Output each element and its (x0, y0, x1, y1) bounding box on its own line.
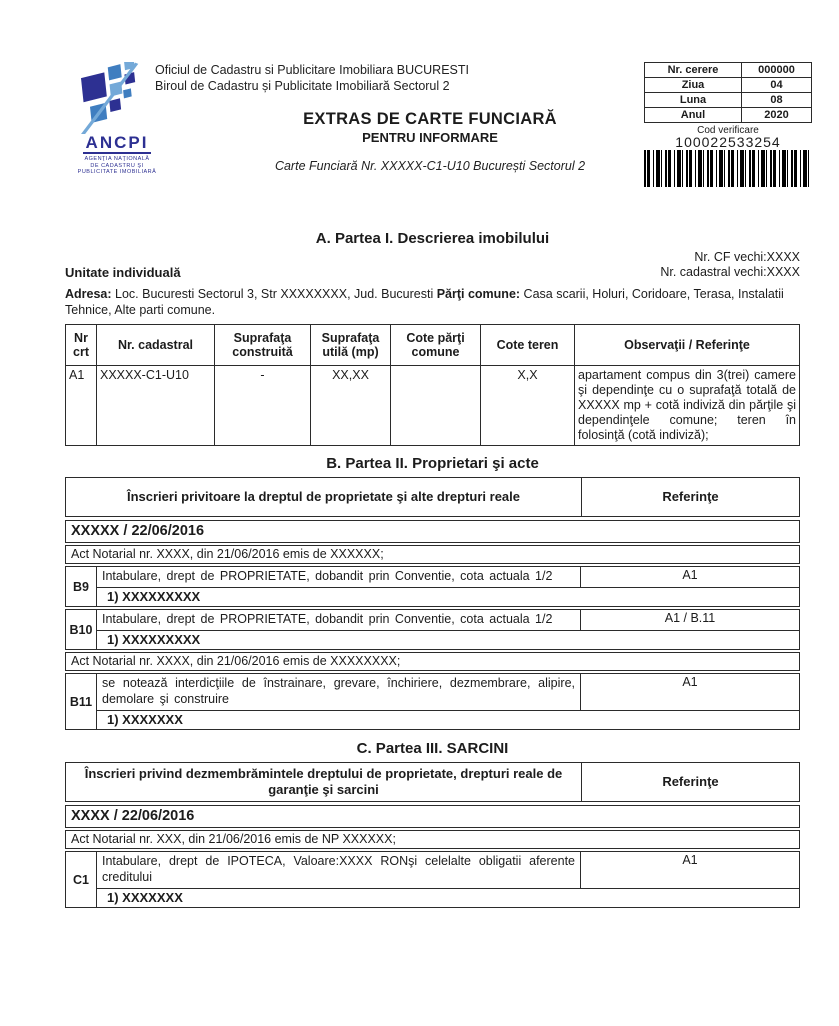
address-value: Loc. Bucuresti Sectorul 3, Str XXXXXXXX, Jud. Bucuresti (111, 287, 437, 301)
document-header (65, 60, 812, 210)
entry-c1 (65, 851, 800, 908)
document-body (65, 230, 800, 908)
docket-row: XXXXX / 22/06/2016 (65, 520, 800, 543)
entry-reference: A1 (682, 568, 698, 582)
nr-cadastral-vechi: Nr. cadastral vechi:XXXX (660, 265, 800, 279)
cell-suprafata-utila: XX,XX (310, 365, 390, 445)
act-row: Act Notarial nr. XXXX, din 21/06/2016 emis de XXXXXXXX; (65, 652, 800, 671)
year-label: Anul (645, 108, 742, 123)
act-row: Act Notarial nr. XXXX, din 21/06/2016 emis de XXXXXX; (65, 545, 800, 564)
col-header-observatii: Observaţii / Referinţe (574, 325, 799, 365)
ancpi-caption-line3: PUBLICITATE IMOBILIARĂ (77, 169, 157, 175)
entry-b10 (65, 609, 800, 650)
entry-label: B9 (66, 567, 97, 606)
entry-owner-note: 1) XXXXXXX (97, 710, 799, 729)
ancpi-flag-icon (74, 62, 160, 134)
entry-reference: A1 (682, 675, 698, 689)
ancpi-logo (67, 62, 167, 176)
unit-type-label: Unitate individuală (65, 265, 181, 280)
day-value: 04 (742, 78, 812, 93)
request-number-value: 000000 (742, 63, 812, 78)
year-value: 2020 (742, 108, 812, 123)
month-value: 08 (742, 93, 812, 108)
unit-row (65, 265, 800, 280)
address-label: Adresa: (65, 287, 112, 301)
col-header-referinte-b: Referinţe (581, 478, 799, 516)
request-info-box (644, 62, 812, 187)
col-header-cote-teren: Cote teren (480, 325, 574, 365)
property-description-table (65, 324, 800, 446)
request-number-label: Nr. cerere (645, 63, 742, 78)
office-line2: Biroul de Cadastru și Publicitate Imobiliară Sectorul 2 (155, 79, 450, 93)
entry-text: se notează interdicţiile de înstrainare, grevare, închiriere, dezmembrare, alipire, demolare şi construire (97, 674, 581, 710)
office-line1: Oficiul de Cadastru si Publicitare Imobiliara BUCURESTI (155, 63, 469, 77)
document-title: EXTRAS DE CARTE FUNCIARĂ (303, 110, 557, 128)
encumbrances-table-header (65, 762, 800, 802)
table-row (645, 63, 812, 78)
common-parts-value: Casa scarii, Holuri, Coridoare, Terasa, Instalatii Tehnice, Alte parti comune. (65, 287, 784, 317)
table-row (645, 93, 812, 108)
entry-b11 (65, 673, 800, 730)
common-parts-label: Părţi comune: (436, 287, 521, 301)
table-row (645, 108, 812, 123)
document-subtitle: PENTRU INFORMARE (362, 130, 498, 145)
entry-owner-note: 1) XXXXXXX (97, 888, 799, 907)
month-label: Luna (645, 93, 742, 108)
cell-nr-crt: A1 (66, 365, 96, 445)
verification-code-label: Cod verificare (697, 125, 759, 136)
act-row: Act Notarial nr. XXX, din 21/06/2016 emis de NP XXXXXX; (65, 830, 800, 849)
ancpi-logo-text: ANCPI (83, 134, 152, 154)
ownership-table (65, 477, 800, 730)
entry-b9 (65, 566, 800, 607)
title-block (155, 110, 705, 173)
cell-observatii: apartament compus din 3(trei) camere şi dependinţe cu o suprafaţă totală de XXXXX mp + cotă indiviză din părţile şi dependinţele comune; teren în folosinţă (cotă indiviză); (574, 365, 799, 445)
col-header-cote-parti: Cote părţi comune (390, 325, 480, 365)
col-header-nr-crt: Nr crt (73, 331, 89, 359)
carte-funciara-reference: Carte Funciară Nr. XXXXX-C1-U10 București Sectorul 2 (274, 159, 586, 173)
office-name-block (155, 62, 469, 94)
encumbrances-table (65, 762, 800, 908)
entry-owner-note: 1) XXXXXXXXX (97, 630, 799, 649)
docket-row: XXXX / 22/06/2016 (65, 805, 800, 828)
section-c-title: C. Partea III. SARCINI (356, 740, 509, 757)
address-paragraph (65, 286, 800, 318)
col-header-suprafata-utila: Suprafaţa utilă (mp) (310, 325, 390, 365)
col-header-nr-cadastral: Nr. cadastral (96, 325, 214, 365)
verification-code-value: 100022533254 (675, 134, 781, 150)
nr-cf-vechi: Nr. CF vechi:XXXX (694, 250, 800, 264)
ancpi-caption-line1: AGENŢIA NAŢIONALĂ (84, 156, 150, 162)
entry-label: B10 (66, 610, 97, 649)
col-header-inscrieri-b: Înscrieri privitoare la dreptul de proprietate şi alte drepturi reale (126, 489, 520, 504)
cell-nr-cadastral: XXXXX-C1-U10 (96, 365, 214, 445)
section-b-title: B. Partea II. Proprietari şi acte (326, 455, 539, 472)
entry-owner-note: 1) XXXXXXXXX (97, 587, 799, 606)
col-header-suprafata-construita: Suprafaţa construită (214, 325, 310, 365)
cell-cote-parti (390, 365, 480, 445)
table-row (645, 78, 812, 93)
request-info-table (644, 62, 812, 123)
entry-text: Intabulare, drept de PROPRIETATE, dobandit prin Conventie, cota actuala 1/2 (97, 610, 581, 630)
entry-text: Intabulare, drept de PROPRIETATE, dobandit prin Conventie, cota actuala 1/2 (97, 567, 581, 587)
entry-reference: A1 (682, 853, 698, 867)
entry-reference: A1 / B.11 (664, 611, 716, 625)
entry-text: Intabulare, drept de IPOTECA, Valoare:XXXX RONşi celelalte obligatii aferente creditului (97, 852, 581, 888)
cell-cote-teren: X,X (480, 365, 574, 445)
col-header-referinte-c: Referinţe (581, 763, 799, 801)
col-header-inscrieri-c: Înscrieri privind dezmembrămintele dreptului de proprietate, drepturi reale de garanţie şi sarcini (84, 766, 563, 797)
cell-suprafata-construita: - (214, 365, 310, 445)
entry-label: B11 (66, 674, 97, 729)
ownership-table-header (65, 477, 800, 517)
entry-label: C1 (66, 852, 97, 907)
day-label: Ziua (645, 78, 742, 93)
barcode (644, 150, 812, 187)
section-a-title: A. Partea I. Descrierea imobilului (315, 230, 550, 247)
ancpi-caption-line2: DE CADASTRU ŞI (90, 162, 144, 169)
ancpi-caption (67, 156, 167, 176)
